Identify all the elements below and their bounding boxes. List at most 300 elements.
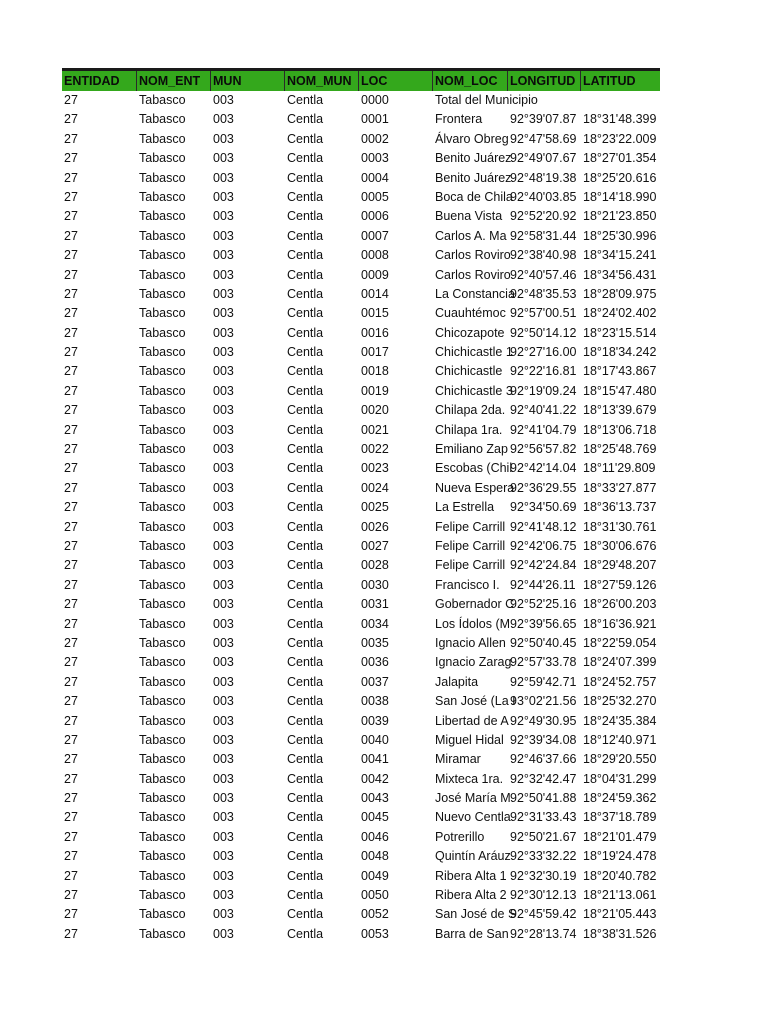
- table-cell[interactable]: Miguel Hidal: [435, 732, 504, 747]
- table-cell[interactable]: 0049: [361, 868, 389, 883]
- table-cell[interactable]: 18°24'52.757: [583, 674, 657, 689]
- table-cell[interactable]: 0030: [361, 577, 389, 592]
- table-cell[interactable]: 0014: [361, 286, 389, 301]
- table-cell[interactable]: Centla: [287, 306, 324, 321]
- table-cell[interactable]: Nueva Espera: [435, 480, 515, 495]
- table-cell[interactable]: Carlos Roviro: [435, 267, 511, 282]
- table-cell[interactable]: Tabasco: [139, 926, 186, 941]
- table-cell[interactable]: 003: [213, 849, 234, 864]
- table-cell[interactable]: Tabasco: [139, 112, 186, 127]
- table-cell[interactable]: 27: [64, 112, 78, 127]
- table-cell[interactable]: 92°58'31.44: [510, 228, 577, 243]
- table-cell[interactable]: 27: [64, 500, 78, 515]
- table-cell[interactable]: Centla: [287, 461, 324, 476]
- table-cell[interactable]: Tabasco: [139, 131, 186, 146]
- table-cell[interactable]: 27: [64, 791, 78, 806]
- table-cell[interactable]: Centla: [287, 480, 324, 495]
- table-cell[interactable]: 27: [64, 752, 78, 767]
- table-cell[interactable]: Centla: [287, 577, 324, 592]
- table-cell[interactable]: 18°22'59.054: [583, 635, 657, 650]
- table-cell[interactable]: Quintín Aráuz: [435, 849, 511, 864]
- table-cell[interactable]: 0035: [361, 635, 389, 650]
- table-cell[interactable]: Ignacio Zarag: [435, 655, 512, 670]
- table-cell[interactable]: 92°40'03.85: [510, 189, 577, 204]
- table-cell[interactable]: 003: [213, 189, 234, 204]
- table-cell[interactable]: 92°56'57.82: [510, 442, 577, 457]
- table-cell[interactable]: Centla: [287, 538, 324, 553]
- table-cell[interactable]: Tabasco: [139, 286, 186, 301]
- table-cell[interactable]: 18°25'48.769: [583, 442, 657, 457]
- table-cell[interactable]: Boca de Chila: [435, 189, 513, 204]
- table-cell[interactable]: 003: [213, 713, 234, 728]
- table-cell[interactable]: Jalapita: [435, 674, 479, 689]
- table-cell[interactable]: Tabasco: [139, 209, 186, 224]
- table-cell[interactable]: 003: [213, 364, 234, 379]
- table-cell[interactable]: 27: [64, 248, 78, 263]
- table-cell[interactable]: 27: [64, 635, 78, 650]
- table-cell[interactable]: 27: [64, 674, 78, 689]
- table-cell[interactable]: 27: [64, 926, 78, 941]
- table-cell[interactable]: Tabasco: [139, 849, 186, 864]
- table-cell[interactable]: Carlos Roviro: [435, 248, 511, 263]
- table-cell[interactable]: 003: [213, 694, 234, 709]
- table-cell[interactable]: 92°49'07.67: [510, 151, 577, 166]
- table-cell[interactable]: Centla: [287, 403, 324, 418]
- table-cell[interactable]: 18°12'40.971: [583, 732, 657, 747]
- table-cell[interactable]: 27: [64, 131, 78, 146]
- table-cell[interactable]: 0038: [361, 694, 389, 709]
- table-cell[interactable]: Centla: [287, 771, 324, 786]
- table-cell[interactable]: Tabasco: [139, 461, 186, 476]
- table-cell[interactable]: 003: [213, 616, 234, 631]
- table-cell[interactable]: 18°34'15.241: [583, 248, 657, 263]
- table-cell[interactable]: Tabasco: [139, 345, 186, 360]
- table-cell[interactable]: Tabasco: [139, 558, 186, 573]
- table-cell[interactable]: 92°41'48.12: [510, 519, 577, 534]
- table-cell[interactable]: Buena Vista: [435, 209, 503, 224]
- table-cell[interactable]: 18°27'59.126: [583, 577, 657, 592]
- table-cell[interactable]: Centla: [287, 325, 324, 340]
- table-cell[interactable]: 003: [213, 655, 234, 670]
- table-cell[interactable]: 18°27'01.354: [583, 151, 657, 166]
- table-cell[interactable]: Tabasco: [139, 228, 186, 243]
- table-cell[interactable]: 18°21'05.443: [583, 907, 657, 922]
- table-cell[interactable]: 92°39'34.08: [510, 732, 577, 747]
- table-cell[interactable]: Tabasco: [139, 422, 186, 437]
- table-cell[interactable]: Tabasco: [139, 597, 186, 612]
- table-cell[interactable]: Centla: [287, 422, 324, 437]
- table-cell[interactable]: 0017: [361, 345, 389, 360]
- table-cell[interactable]: 27: [64, 655, 78, 670]
- table-cell[interactable]: 27: [64, 151, 78, 166]
- table-cell[interactable]: San José de S: [435, 907, 517, 922]
- table-cell[interactable]: 27: [64, 829, 78, 844]
- table-cell[interactable]: Francisco I.: [435, 577, 500, 592]
- table-cell[interactable]: 0046: [361, 829, 389, 844]
- table-cell[interactable]: 0004: [361, 170, 389, 185]
- table-cell[interactable]: 92°59'42.71: [510, 674, 577, 689]
- table-cell[interactable]: Felipe Carrill: [435, 558, 506, 573]
- column-header-longitud[interactable]: LONGITUD: [508, 71, 581, 91]
- table-cell[interactable]: Frontera: [435, 112, 483, 127]
- table-cell[interactable]: Tabasco: [139, 267, 186, 282]
- table-cell[interactable]: 92°52'20.92: [510, 209, 577, 224]
- table-cell[interactable]: 27: [64, 480, 78, 495]
- table-cell[interactable]: 0037: [361, 674, 389, 689]
- table-cell[interactable]: 0034: [361, 616, 389, 631]
- table-cell[interactable]: Centla: [287, 286, 324, 301]
- table-cell[interactable]: 003: [213, 422, 234, 437]
- table-cell[interactable]: 003: [213, 519, 234, 534]
- table-cell[interactable]: Chichicastle: [435, 364, 503, 379]
- table-cell[interactable]: 0022: [361, 442, 389, 457]
- table-cell[interactable]: 0007: [361, 228, 389, 243]
- table-cell[interactable]: 27: [64, 228, 78, 243]
- column-header-nom-loc[interactable]: NOM_LOC: [433, 71, 508, 91]
- table-cell[interactable]: 92°33'32.22: [510, 849, 577, 864]
- table-cell[interactable]: Centla: [287, 170, 324, 185]
- table-cell[interactable]: Carlos A. Ma: [435, 228, 507, 243]
- table-cell[interactable]: 0001: [361, 112, 389, 127]
- table-cell[interactable]: 0016: [361, 325, 389, 340]
- table-cell[interactable]: 003: [213, 170, 234, 185]
- table-cell[interactable]: Centla: [287, 888, 324, 903]
- table-cell[interactable]: Centla: [287, 635, 324, 650]
- table-cell[interactable]: Nuevo Centla: [435, 810, 511, 825]
- table-cell[interactable]: 0045: [361, 810, 389, 825]
- table-cell[interactable]: Centla: [287, 442, 324, 457]
- table-cell[interactable]: Chichicastle 1: [435, 345, 513, 360]
- table-cell[interactable]: 18°13'06.718: [583, 422, 657, 437]
- table-cell[interactable]: Centla: [287, 907, 324, 922]
- table-cell[interactable]: 003: [213, 131, 234, 146]
- table-cell[interactable]: 92°42'06.75: [510, 538, 577, 553]
- table-cell[interactable]: 92°47'58.69: [510, 131, 577, 146]
- table-cell[interactable]: 27: [64, 209, 78, 224]
- table-cell[interactable]: Centla: [287, 558, 324, 573]
- table-cell[interactable]: 003: [213, 829, 234, 844]
- table-cell[interactable]: 92°48'35.53: [510, 286, 577, 301]
- table-cell[interactable]: Centla: [287, 345, 324, 360]
- table-cell[interactable]: Centla: [287, 791, 324, 806]
- table-cell[interactable]: Centla: [287, 597, 324, 612]
- table-cell[interactable]: Tabasco: [139, 519, 186, 534]
- table-cell[interactable]: 27: [64, 558, 78, 573]
- table-cell[interactable]: 003: [213, 93, 234, 107]
- table-cell[interactable]: Tabasco: [139, 907, 186, 922]
- table-cell[interactable]: 003: [213, 558, 234, 573]
- table-cell[interactable]: 18°25'32.270: [583, 694, 657, 709]
- table-cell[interactable]: 92°39'07.87: [510, 112, 577, 127]
- table-cell[interactable]: 18°38'31.526: [583, 926, 657, 941]
- table-cell[interactable]: Centla: [287, 500, 324, 515]
- table-cell[interactable]: 18°11'29.809: [583, 461, 656, 476]
- table-cell[interactable]: San José (La I: [435, 694, 516, 709]
- table-cell[interactable]: 27: [64, 888, 78, 903]
- table-cell[interactable]: Los Ídolos (M: [435, 616, 511, 631]
- table-cell[interactable]: Benito Juárez: [435, 151, 512, 166]
- table-cell[interactable]: 92°28'13.74: [510, 926, 577, 941]
- table-cell[interactable]: Tabasco: [139, 93, 186, 107]
- table-cell[interactable]: Chichicastle 3: [435, 383, 513, 398]
- table-cell[interactable]: 18°15'47.480: [583, 383, 657, 398]
- table-cell[interactable]: 92°40'41.22: [510, 403, 577, 418]
- table-cell[interactable]: Centla: [287, 189, 324, 204]
- table-cell[interactable]: Tabasco: [139, 616, 186, 631]
- table-cell[interactable]: 27: [64, 597, 78, 612]
- table-cell[interactable]: 0020: [361, 403, 389, 418]
- table-cell[interactable]: 27: [64, 286, 78, 301]
- table-cell[interactable]: 18°20'40.782: [583, 868, 657, 883]
- table-cell[interactable]: 92°38'40.98: [510, 248, 577, 263]
- table-cell[interactable]: 0053: [361, 926, 389, 941]
- table-cell[interactable]: 92°39'56.65: [510, 616, 577, 631]
- table-cell[interactable]: Tabasco: [139, 888, 186, 903]
- table-cell[interactable]: 0050: [361, 888, 389, 903]
- table-cell[interactable]: 92°49'30.95: [510, 713, 577, 728]
- table-cell[interactable]: 92°41'04.79: [510, 422, 577, 437]
- table-cell[interactable]: 0048: [361, 849, 389, 864]
- table-cell[interactable]: Ribera Alta 1: [435, 868, 507, 883]
- table-cell[interactable]: Centla: [287, 364, 324, 379]
- table-cell[interactable]: 92°50'40.45: [510, 635, 577, 650]
- table-cell[interactable]: Centla: [287, 713, 324, 728]
- table-cell[interactable]: 0008: [361, 248, 389, 263]
- table-cell[interactable]: 18°23'22.009: [583, 131, 657, 146]
- table-cell[interactable]: 003: [213, 771, 234, 786]
- table-cell[interactable]: 0040: [361, 732, 389, 747]
- table-cell[interactable]: 27: [64, 577, 78, 592]
- table-cell[interactable]: Centla: [287, 868, 324, 883]
- table-cell[interactable]: Mixteca 1ra.: [435, 771, 504, 786]
- table-cell[interactable]: 003: [213, 752, 234, 767]
- table-cell[interactable]: Ignacio Allen: [435, 635, 506, 650]
- table-cell[interactable]: 92°22'16.81: [510, 364, 577, 379]
- table-cell[interactable]: 0009: [361, 267, 389, 282]
- table-cell[interactable]: Centla: [287, 849, 324, 864]
- table-cell[interactable]: 92°32'42.47: [510, 771, 577, 786]
- table-cell[interactable]: Felipe Carrill: [435, 519, 506, 534]
- table-cell[interactable]: 003: [213, 403, 234, 418]
- table-cell[interactable]: Tabasco: [139, 170, 186, 185]
- table-cell[interactable]: 003: [213, 383, 234, 398]
- table-cell[interactable]: Chicozapote: [435, 325, 505, 340]
- table-cell[interactable]: Escobas (Chil: [435, 461, 513, 476]
- table-cell[interactable]: 92°27'16.00: [510, 345, 577, 360]
- table-cell[interactable]: Chilapa 1ra.: [435, 422, 503, 437]
- table-cell[interactable]: Chilapa 2da.: [435, 403, 506, 418]
- table-cell[interactable]: 92°52'25.16: [510, 597, 577, 612]
- table-cell[interactable]: Ribera Alta 2: [435, 888, 507, 903]
- table-cell[interactable]: Tabasco: [139, 829, 186, 844]
- table-cell[interactable]: Tabasco: [139, 325, 186, 340]
- table-cell[interactable]: Centla: [287, 228, 324, 243]
- table-cell[interactable]: [508, 91, 581, 110]
- table-cell[interactable]: 003: [213, 926, 234, 941]
- table-cell[interactable]: 27: [64, 849, 78, 864]
- table-cell[interactable]: 0005: [361, 189, 389, 204]
- table-cell[interactable]: Centla: [287, 151, 324, 166]
- table-cell[interactable]: 27: [64, 810, 78, 825]
- table-cell[interactable]: 18°24'02.402: [583, 306, 657, 321]
- table-cell[interactable]: 18°34'56.431: [583, 267, 657, 282]
- table-cell[interactable]: Centla: [287, 267, 324, 282]
- table-cell[interactable]: Centla: [287, 112, 324, 127]
- table-cell[interactable]: Centla: [287, 209, 324, 224]
- table-cell[interactable]: Tabasco: [139, 248, 186, 263]
- table-cell[interactable]: 27: [64, 403, 78, 418]
- table-cell[interactable]: 18°25'30.996: [583, 228, 657, 243]
- table-cell[interactable]: 27: [64, 325, 78, 340]
- table-cell[interactable]: 0036: [361, 655, 389, 670]
- table-cell[interactable]: 003: [213, 674, 234, 689]
- table-cell[interactable]: 003: [213, 306, 234, 321]
- table-cell[interactable]: 0052: [361, 907, 389, 922]
- table-cell[interactable]: Gobernador C: [435, 597, 515, 612]
- table-cell[interactable]: Tabasco: [139, 771, 186, 786]
- table-cell[interactable]: 003: [213, 267, 234, 282]
- table-cell[interactable]: 0002: [361, 131, 389, 146]
- table-cell[interactable]: 003: [213, 325, 234, 340]
- table-cell[interactable]: Centla: [287, 829, 324, 844]
- table-cell[interactable]: 27: [64, 538, 78, 553]
- table-cell[interactable]: 27: [64, 442, 78, 457]
- table-cell[interactable]: 18°23'15.514: [583, 325, 657, 340]
- column-header-nom-ent[interactable]: NOM_ENT: [137, 71, 211, 91]
- table-cell[interactable]: 003: [213, 538, 234, 553]
- table-cell[interactable]: 92°32'30.19: [510, 868, 577, 883]
- column-header-entidad[interactable]: ENTIDAD: [62, 71, 137, 91]
- table-cell[interactable]: 0006: [361, 209, 389, 224]
- table-cell[interactable]: 0031: [361, 597, 389, 612]
- table-cell[interactable]: 18°21'01.479: [583, 829, 657, 844]
- table-cell[interactable]: 92°57'33.78: [510, 655, 577, 670]
- table-cell[interactable]: 18°31'48.399: [583, 112, 657, 127]
- table-cell[interactable]: 003: [213, 461, 234, 476]
- table-cell[interactable]: 92°42'24.84: [510, 558, 577, 573]
- table-cell[interactable]: 93°02'21.56: [510, 694, 577, 709]
- table-cell[interactable]: 92°40'57.46: [510, 267, 577, 282]
- table-cell[interactable]: 18°30'06.676: [583, 538, 657, 553]
- table-cell[interactable]: Centla: [287, 732, 324, 747]
- table-cell[interactable]: Centla: [287, 383, 324, 398]
- table-cell[interactable]: 92°57'00.51: [510, 306, 577, 321]
- table-cell[interactable]: 92°19'09.24: [510, 383, 577, 398]
- table-cell[interactable]: Tabasco: [139, 635, 186, 650]
- column-header-latitud[interactable]: LATITUD: [583, 74, 636, 88]
- table-cell[interactable]: Tabasco: [139, 674, 186, 689]
- table-cell[interactable]: 18°31'30.761: [583, 519, 657, 534]
- table-cell[interactable]: 27: [64, 267, 78, 282]
- table-cell[interactable]: 0041: [361, 752, 389, 767]
- table-cell[interactable]: 003: [213, 791, 234, 806]
- table-cell[interactable]: 003: [213, 500, 234, 515]
- table-cell[interactable]: 18°26'00.203: [583, 597, 657, 612]
- table-cell[interactable]: 003: [213, 228, 234, 243]
- table-cell[interactable]: Tabasco: [139, 151, 186, 166]
- table-cell[interactable]: 27: [64, 383, 78, 398]
- table-cell[interactable]: 92°50'14.12: [510, 325, 577, 340]
- table-cell[interactable]: 27: [64, 616, 78, 631]
- column-header-nom-mun[interactable]: NOM_MUN: [285, 71, 359, 91]
- table-cell[interactable]: 18°29'48.207: [583, 558, 657, 573]
- table-cell[interactable]: 18°25'20.616: [583, 170, 657, 185]
- table-cell[interactable]: Felipe Carrill: [435, 538, 506, 553]
- table-cell[interactable]: Tabasco: [139, 752, 186, 767]
- table-cell[interactable]: Cuauhtémoc: [435, 306, 506, 321]
- table-cell[interactable]: 92°46'37.66: [510, 752, 577, 767]
- table-cell[interactable]: 0027: [361, 538, 389, 553]
- table-cell[interactable]: 003: [213, 888, 234, 903]
- table-cell[interactable]: Barra de San: [435, 926, 509, 941]
- table-cell[interactable]: 003: [213, 635, 234, 650]
- table-cell[interactable]: Centla: [287, 655, 324, 670]
- table-cell[interactable]: 0019: [361, 383, 389, 398]
- table-cell[interactable]: 27: [64, 519, 78, 534]
- table-cell[interactable]: [581, 91, 660, 110]
- table-cell[interactable]: 18°19'24.478: [583, 849, 657, 864]
- table-cell[interactable]: Tabasco: [139, 480, 186, 495]
- table-cell[interactable]: 92°50'41.88: [510, 791, 577, 806]
- table-cell[interactable]: 92°30'12.13: [510, 888, 577, 903]
- table-cell[interactable]: Tabasco: [139, 577, 186, 592]
- table-cell[interactable]: 0039: [361, 713, 389, 728]
- table-cell[interactable]: 27: [64, 422, 78, 437]
- table-cell[interactable]: 0042: [361, 771, 389, 786]
- table-cell[interactable]: 18°24'35.384: [583, 713, 657, 728]
- table-cell[interactable]: 18°21'23.850: [583, 209, 657, 224]
- table-cell[interactable]: 27: [64, 170, 78, 185]
- table-cell[interactable]: 003: [213, 597, 234, 612]
- table-cell[interactable]: 92°31'33.43: [510, 810, 577, 825]
- table-cell[interactable]: Libertad de A: [435, 713, 509, 728]
- table-cell[interactable]: Tabasco: [139, 403, 186, 418]
- table-cell[interactable]: 18°29'20.550: [583, 752, 657, 767]
- table-cell[interactable]: 27: [64, 345, 78, 360]
- table-cell[interactable]: 18°24'59.362: [583, 791, 657, 806]
- table-cell[interactable]: 92°34'50.69: [510, 500, 577, 515]
- table-cell[interactable]: 003: [213, 907, 234, 922]
- table-cell[interactable]: Centla: [287, 248, 324, 263]
- table-cell[interactable]: 92°45'59.42: [510, 907, 577, 922]
- table-cell[interactable]: Centla: [287, 694, 324, 709]
- table-cell[interactable]: Centla: [287, 131, 324, 146]
- table-cell[interactable]: 003: [213, 577, 234, 592]
- table-cell[interactable]: 92°50'21.67: [510, 829, 577, 844]
- table-cell[interactable]: Emiliano Zap: [435, 442, 508, 457]
- table-cell[interactable]: 003: [213, 209, 234, 224]
- table-cell[interactable]: 003: [213, 248, 234, 263]
- table-cell[interactable]: 18°36'13.737: [583, 500, 657, 515]
- table-cell[interactable]: 0021: [361, 422, 389, 437]
- table-cell[interactable]: Centla: [287, 752, 324, 767]
- table-cell[interactable]: 003: [213, 732, 234, 747]
- table-cell[interactable]: Tabasco: [139, 538, 186, 553]
- table-cell[interactable]: 003: [213, 868, 234, 883]
- table-cell[interactable]: 003: [213, 112, 234, 127]
- table-cell[interactable]: Centla: [287, 926, 324, 941]
- table-cell[interactable]: 18°14'18.990: [583, 189, 657, 204]
- table-cell[interactable]: 18°21'13.061: [583, 888, 657, 903]
- table-cell[interactable]: 27: [64, 189, 78, 204]
- table-cell[interactable]: 27: [64, 713, 78, 728]
- table-cell[interactable]: 27: [64, 771, 78, 786]
- table-cell[interactable]: 003: [213, 810, 234, 825]
- table-cell[interactable]: Centla: [287, 93, 324, 107]
- table-cell[interactable]: Centla: [287, 674, 324, 689]
- table-cell[interactable]: 0025: [361, 500, 389, 515]
- table-cell[interactable]: 18°37'18.789: [583, 810, 657, 825]
